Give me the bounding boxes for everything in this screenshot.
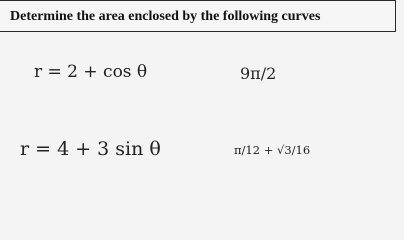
curve-equation-2: r = 4 + 3 sin θ [20,138,161,160]
question-title: Determine the area enclosed by the following curves [10,9,321,24]
curve-equation-1: r = 2 + cos θ [34,62,148,82]
question-header [0,0,396,32]
answer-2: π/12 + √3/16 [234,143,311,157]
answer-1: 9π/2 [240,64,277,83]
